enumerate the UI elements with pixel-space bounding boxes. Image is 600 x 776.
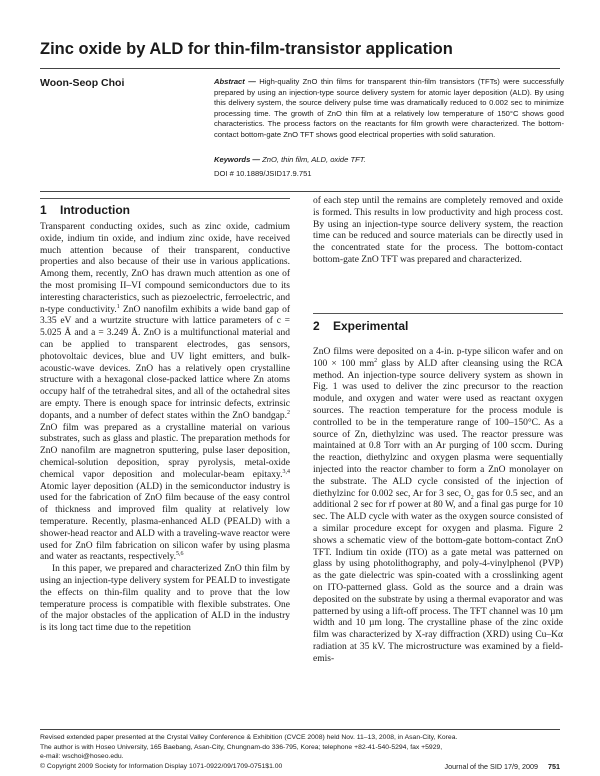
section-1-number: 1 <box>40 203 47 217</box>
intro-paragraph-2: In this paper, we prepared and characterized ZnO thin film by using an injection-type delivery system for PEALD to investigate the effects on thin-film quality and to prove that the low temperature process is compatible with flexible substrates. One of the major obstacles of the application of ALD in the industry is its long tact time due to the repetition <box>40 564 290 634</box>
footnote-conference: Revised extended paper presented at the Crystal Valley Conference & Exhibition (CVCE 2008) held Nov. 11–13, 2008, in Asan-City, Korea. <box>40 734 458 741</box>
intro-continuation: of each step until the remains are completely removed and oxide is formed. This results in low productivity and high process cost. By using an injection-type source delivery system, the reaction time can be reduced and source materials can be directly used in the concentrated state for the process. The bottom-contact bottom-gate ZnO TFT was prepared and characterized. <box>313 196 563 265</box>
journal-footer <box>444 762 560 771</box>
page-number: 751 <box>548 762 560 771</box>
intro-paragraph-1 <box>40 222 290 564</box>
doi: DOI # 10.1889/JSID17.9.751 <box>214 169 312 178</box>
citation-3-4: 3,4 <box>282 468 290 475</box>
experimental-text-b: glass by ALD after cleansing using the RCA method. An injection-type source delivery system as shown in Fig. 1 was used to deliver the zinc precursor to the reaction module, and oxygen and water were used as reactant oxygen sources. The reaction temperature for the process module is controlled to be in the temperature range of 100–150°C. As a source of Zn, diethylzinc was used. The reactor pressure was maintained at 0.8 Torr with an Ar purging of 100 sccm. During the reaction, diethylzinc and oxygen plasma were sequentially injected into the reactor chamber to form a ZnO monolayer on the substrate. The ALD cycle consisted of the injection of diethylzinc for 0.002 sec, Ar for 3 sec, O <box>313 358 563 499</box>
section-2-title: Experimental <box>333 319 409 333</box>
paper-title: Zinc oxide by ALD for thin-film-transistor application <box>40 40 453 58</box>
citation-1: 1 <box>116 303 120 310</box>
footnote-affiliation: The author is with Hoseo University, 165 Baebang, Asan-City, Chungnam-do 336-795, Korea; telephone +82-41-540-5294, fax +5929, <box>40 743 443 751</box>
keywords-label: Keywords — <box>214 155 260 164</box>
section-1-heading <box>40 203 130 217</box>
abstract <box>214 77 564 141</box>
title-divider <box>40 68 560 69</box>
introduction-body <box>40 222 290 635</box>
section-1-rule <box>40 198 290 199</box>
author-name: Woon-Seop Choi <box>40 77 125 89</box>
experimental-text-a: ZnO films were deposited on a 4-in. p-type silicon wafer and on 100 × 100 mm <box>313 347 563 369</box>
subscript-2: 2 <box>470 494 474 501</box>
section-2-heading <box>313 319 408 333</box>
intro-text-c: ZnO film was prepared as a crystalline material on various substrates, such as glass and plastic. The preparation methods for ZnO nanofilm are magnetron sputtering, pulse laser deposition, chemical-solution deposition, spray pyrolysis, metal-oxide chemical vapor deposition and molecular-beam epitaxy. <box>40 422 290 480</box>
introduction-continued <box>313 196 563 267</box>
section-1-title: Introduction <box>60 203 130 217</box>
experimental-body <box>313 347 563 666</box>
section-2-number: 2 <box>313 319 320 333</box>
footnote-divider <box>40 729 560 730</box>
abstract-text: High-quality ZnO thin films for transparent thin-film transistors (TFTs) were successfully prepared by using an injection-type source delivery system for atomic layer deposition (ALD). By using this delivery system, the source delivery pulse time was dramatically reduced to 0.002 sec to minimize processing time. The growth of ZnO thin film at a relatively low temperature of 150°C shows good characteristics. The process factors on the reactants for film growth were characterized. The bottom-contact bottom-gate ZnO TFT shows good electrical properties with solid saturation. <box>214 77 564 139</box>
intro-text-a: Transparent conducting oxides, such as zinc oxide, cadmium oxide, indium tin oxide, and indium zinc oxide, have received much attention because of their transparent, conductive properties and also because of their use in various applications. Among them, recently, ZnO has drawn much attention as one of the most promising II–VI compound semiconductors due to its interesting characteristics, such as piezoelectric, ferroelectric, and n-type conductivity. <box>40 222 290 315</box>
section-2-rule <box>313 313 563 314</box>
intro-text-b: ZnO nanofilm exhibits a wide band gap of 3.35 eV and a wurtzite structure with lattice parameters of c = 5.025 Å and a = 3.249 Å. ZnO is a multifunctional material and can be applied to transparent electrodes, gas sensors, photovoltaic devices, blue and UV light emitters, and bulk-acoustic-wave devices. ZnO has a relatively open crystalline structure with a hexagonal close-packed lattice where Zn atoms occupy half of the tetrahedral sites, and all of the octahedral sites are empty. There is enough space for intrinsic defects, extrinsic dopants, and a number of defect states within the ZnO bandgap. <box>40 304 290 421</box>
superscript-2: 2 <box>374 357 378 364</box>
experimental-paragraph <box>313 347 563 666</box>
keywords <box>214 155 564 164</box>
footnote-copyright: © Copyright 2009 Society for Information Display 1071-0922/09/1709-0751$1.00 <box>40 762 283 770</box>
intro-text-d: Atomic layer deposition (ALD) in the semiconductor industry is used for the fabrication of ZnO film because of the easy control of thickness and improved film quality at relatively low temperature. Recently, plasma-enhanced ALD (PEALD) with a shower-head reactor and ALD with a traveling-wave reactor were used for ZnO film fabrication on silicon wafer by using plasma and water as reactants, respectively. <box>40 481 290 563</box>
journal-name: Journal of the SID 17/9, 2009 <box>444 762 538 771</box>
citation-2: 2 <box>287 409 290 416</box>
keywords-text: ZnO, thin film, ALD, oxide TFT. <box>262 155 366 164</box>
abstract-label: Abstract — <box>214 77 256 86</box>
header-divider <box>40 191 560 192</box>
experimental-text-c: gas for 0.5 sec, and an additional 2 sec for rf power at 80 W, and a final gas purge for 10 sec. The ALD cycle with water as the oxygen source consisted of a similar procedure except for oxygen and plasma. Figure 2 shows a schematic view of the bottom-gate bottom-contact ZnO TFT. Indium tin oxide (ITO) as a gate metal was patterned on glass by using photolithography, and poly-4-vinylphenol (PVP) as the gate dielectric was spin-coated with a crosslinking agent on ITO-patterned glass. Gold as the source and a drain was deposited on the substrate by using a thermal evaporator and was patterned by using a lift-off process. The TFT channel was 10 µm width and 10 µm long. The crystalline phase of the zinc oxide film was characterized by X-ray diffraction (XRD) using Cu–Kα radiation at 35 kV. The microstructure was examined by a field-emis- <box>313 488 563 664</box>
footnote-email: e-mail: wschoi@hoseo.edu. <box>40 753 124 761</box>
citation-5-6: 5,6 <box>176 551 184 558</box>
